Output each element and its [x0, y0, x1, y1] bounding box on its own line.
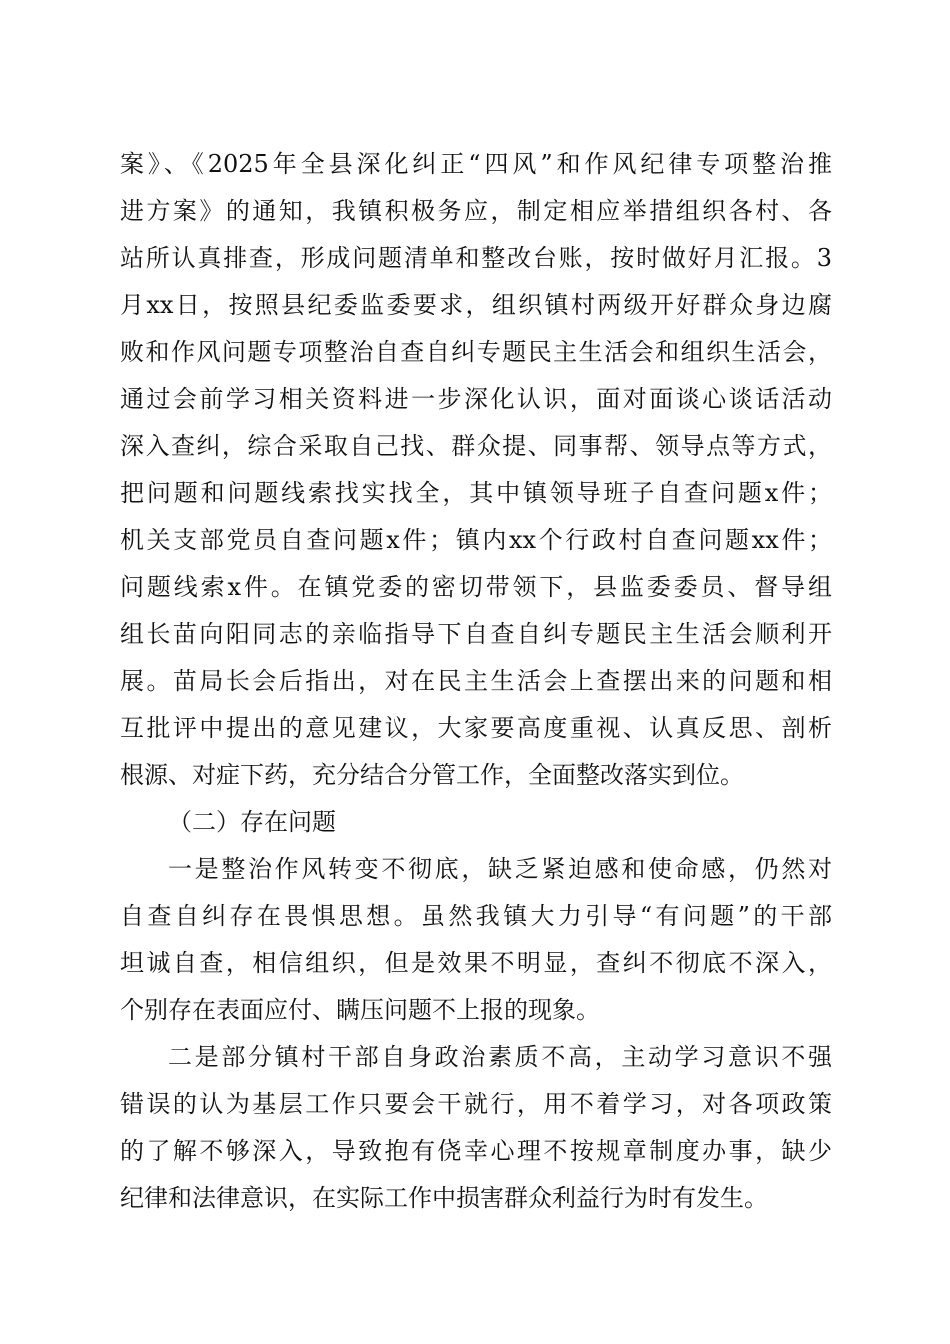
paragraph3-line: 错误的认为基层工作只要会干就行，用不着学习，对各项政策 [120, 1090, 832, 1118]
paragraph1-line: 进方案》的通知，我镇积极务应，制定相应举措组织各村、各 [120, 197, 832, 225]
paragraph1-line: 把问题和问题线索找实找全，其中镇领导班子自查问题x件； [120, 479, 832, 507]
paragraph1-line: 月xx日，按照县纪委监委要求，组织镇村两级开好群众身边腐 [120, 291, 832, 319]
paragraph2-line: 坦诚自查，相信组织，但是效果不明显，查纠不彻底不深入， [120, 949, 832, 977]
paragraph1-line: 通过会前学习相关资料进一步深化认识，面对面谈心谈话活动 [120, 385, 832, 413]
paragraph1-line: 站所认真排查，形成问题清单和整改台账，按时做好月汇报。3 [120, 244, 832, 272]
paragraph3-line: 纪律和法律意识，在实际工作中损害群众利益行为时有发生。 [120, 1184, 768, 1212]
paragraph3-line: 的了解不够深入，导致抱有侥幸心理不按规章制度办事，缺少 [120, 1137, 832, 1165]
paragraph2-line: 一是整治作风转变不彻底，缺乏紧迫感和使命感，仍然对 [168, 855, 832, 883]
paragraph1-line: 组长苗向阳同志的亲临指导下自查自纠专题民主生活会顺利开 [120, 620, 832, 648]
paragraph1-line: 展。苗局长会后指出，对在民主生活会上查摆出来的问题和相 [120, 667, 832, 695]
paragraph1-line: 败和作风问题专项整治自查自纠专题民主生活会和组织生活会， [120, 338, 832, 366]
paragraph2-line: 个别存在表面应付、瞒压问题不上报的现象。 [120, 996, 600, 1024]
paragraph1-line: 机关支部党员自查问题x件；镇内xx个行政村自查问题xx件； [120, 526, 832, 554]
paragraph1-line: 互批评中提出的意见建议，大家要高度重视、认真反思、剖析 [120, 714, 832, 742]
paragraph1-line: 深入查纠，综合采取自己找、群众提、同事帮、领导点等方式， [120, 432, 832, 460]
paragraph1-line: 案》、《2025年全县深化纠正“四风”和作风纪律专项整治推 [120, 150, 832, 178]
paragraph2-line: 自查自纠存在畏惧思想。虽然我镇大力引导“有问题”的干部 [120, 902, 832, 930]
paragraph3-line: 二是部分镇村干部自身政治素质不高，主动学习意识不强 [168, 1043, 832, 1071]
section-heading: （二）存在问题 [168, 808, 336, 836]
paragraph1-line: 根源、对症下药，充分结合分管工作，全面整改落实到位。 [120, 761, 744, 789]
paragraph1-line: 问题线索x件。在镇党委的密切带领下，县监委委员、督导组 [120, 573, 832, 601]
